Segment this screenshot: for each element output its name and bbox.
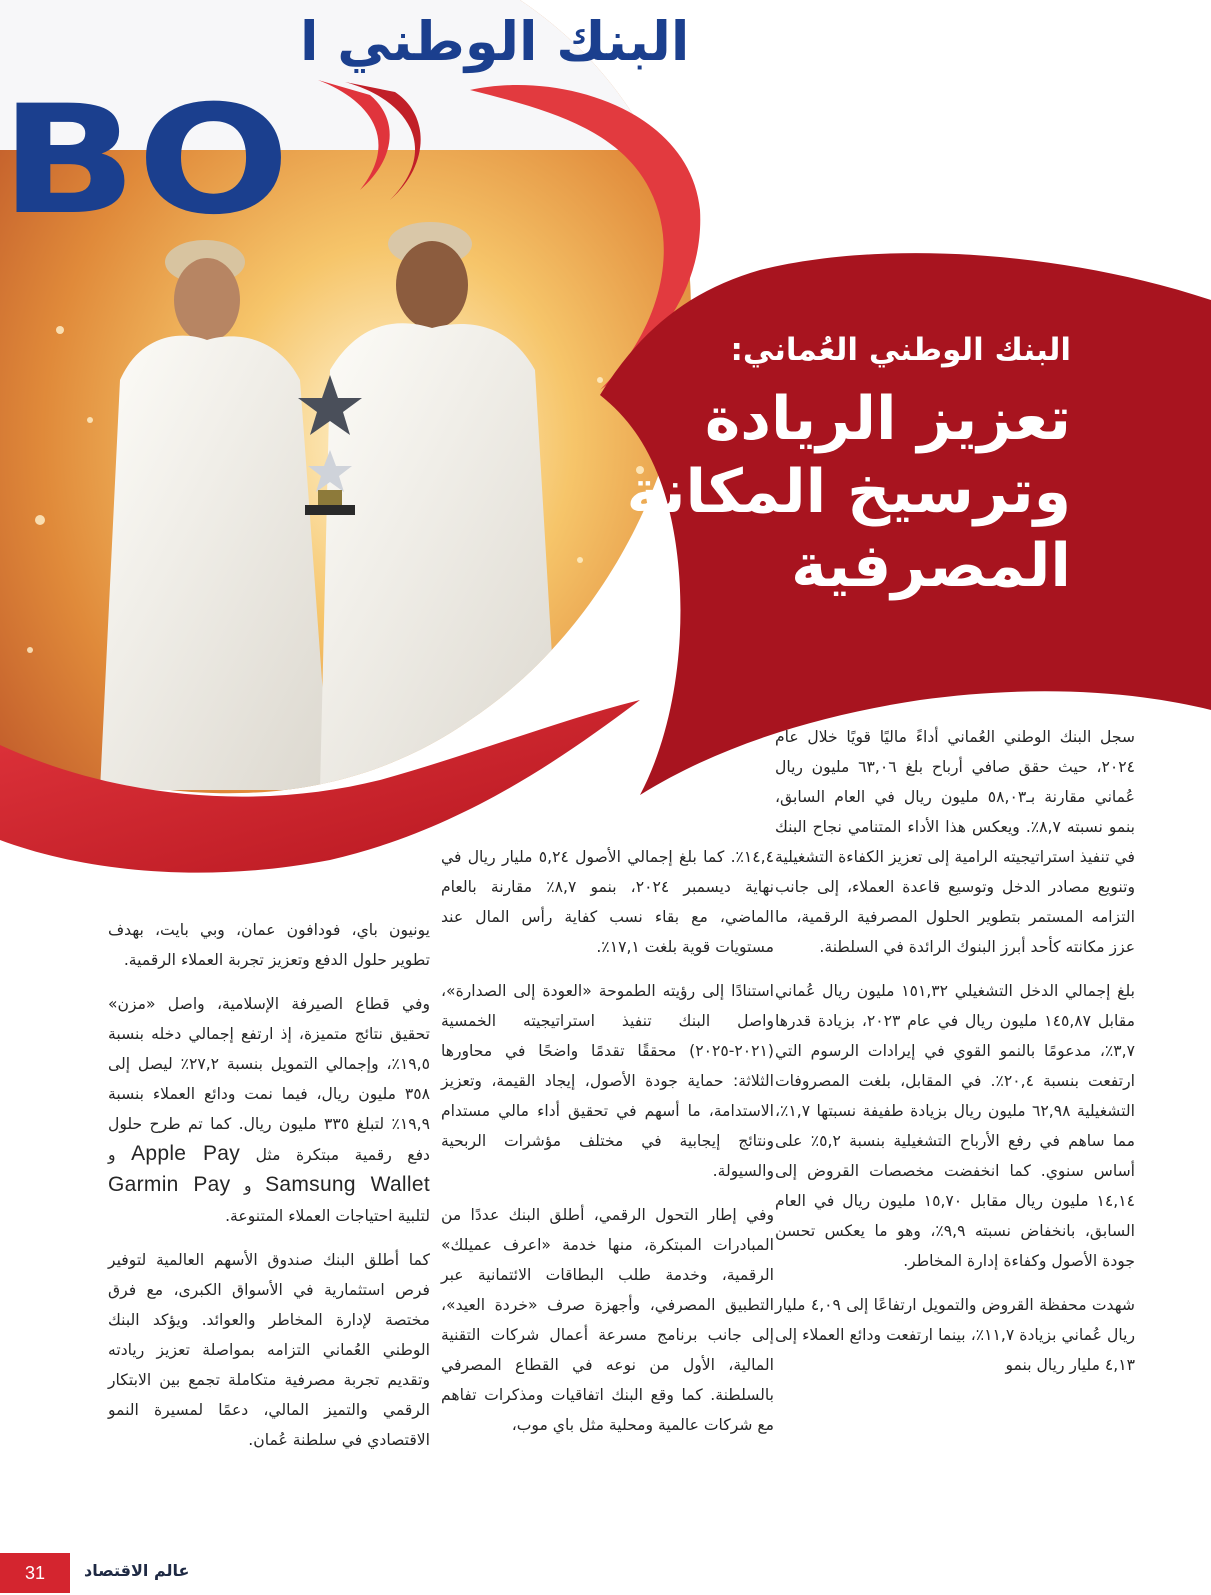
paragraph: استنادًا إلى رؤيته الطموحة «العودة إلى الصدارة»، واصل البنك تنفيذ استراتيجيته الخمسية (٢٠٢١-٢٠٢٥) محققًا تقدمًا واضحًا في محاورها الثلاثة: حماية جودة الأصول، إيجاد القيمة، وتعزيز الاستدامة، ما أسهم في تحقيق أداء مالي مستدام ونتائج إيجابية في مختلف مؤشرات الربحية والسيولة.: [441, 982, 774, 1180]
magazine-name: عالم الاقتصاد: [84, 1561, 190, 1580]
headline-line-1: تعزيز الريادة: [704, 384, 1071, 455]
article-column-middle: [441, 842, 774, 1454]
paragraph: بلغ إجمالي الدخل التشغيلي ١٥١,٣٢ مليون ريال عُماني مقابل ١٤٥,٨٧ مليون ريال في عام ٢٠٢٣، بزيادة قدرها ٣,٧٪، مدعومًا بالنمو القوي في إيرادات الرسوم التي ارتفعت بنسبة ٢٠,٤٪. في المقابل، بلغت المصروفات التشغيلية ٦٢,٩٨ مليون ريال بزيادة طفيفة نسبتها ١,٧٪، مما ساهم في رفع الأرباح التشغيلية بنسبة ٥,٢٪ على أساس سنوي. كما انخفضت مخصصات القروض إلى ١٤,١٤ مليون ريال مقابل ١٥,٧٠ مليون ريال في العام السابق، بانخفاض نسبته ٩,٩٪، وهو ما يعكس تحسن جودة الأصول وكفاءة إدارة المخاطر.: [775, 982, 1135, 1270]
conjunction: و: [108, 1146, 116, 1164]
bank-logo-arabic: البنك الوطني ا: [300, 10, 690, 73]
paragraph: يونيون باي، فودافون عمان، وبي بايت، بهدف تطوير حلول الدفع وتعزيز تجربة العملاء الرقمية.: [108, 921, 430, 969]
article-column-right: [775, 722, 1135, 1394]
garmin-pay-term: Garmin Pay: [108, 1173, 231, 1196]
apple-pay-term: Apple Pay: [131, 1142, 241, 1165]
article-kicker: البنك الوطني العُماني:: [730, 332, 1071, 368]
paragraph: وفي إطار التحول الرقمي، أطلق البنك عددًا من المبادرات المبتكرة، منها خدمة «اعرف عميلك» الرقمية، وخدمة طلب البطاقات الائتمانية عبر التطبيق المصرفي، وأجهزة صرف «خردة العيد»، إلى جانب برنامج مسرعة أعمال شركات التقنية المالية، الأول من نوعه في القطاع المصرفي بالسلطنة. كما وقع البنك اتفاقيات ومذكرات تفاهم مع شركات عالمية ومحلية مثل باي موب،: [441, 1206, 774, 1434]
bank-logo-latin: BO: [0, 74, 290, 248]
headline-line-3: المصرفية: [791, 530, 1071, 601]
article-title-block: [551, 332, 1071, 603]
paragraph: كما أطلق البنك صندوق الأسهم العالمية لتوفير فرص استثمارية في الأسواق الكبرى، مع فرق مختصة لإدارة المخاطر والعوائد. ويؤكد البنك الوطني العُماني التزامه بمواصلة تعزيز ريادته وتقديم تجربة مصرفية متكاملة تجمع بين الابتكار الرقمي والتميز المالي، دعمًا لمسيرة النمو الاقتصادي في سلطنة عُمان.: [108, 1251, 430, 1449]
paragraph: سجل البنك الوطني العُماني أداءً ماليًا قويًا خلال عام ٢٠٢٤، حيث حقق صافي أرباح بلغ ٦٣,٠٦ مليون ريال عُماني مقارنة بـ٥٨,٠٣ مليون ريال في العام السابق، بنمو نسبته ٨,٧٪. ويعكس هذا الأداء المتنامي نجاح البنك في تنفيذ استراتيجيته الرامية إلى تعزيز الكفاءة التشغيلية وتنويع مصادر الدخل وتوسيع قاعدة العملاء، إلى جانب التزامه المستمر بتطوير الحلول المصرفية الرقمية، ما عزز مكانته كأحد أبرز البنوك الرائدة في السلطنة.: [775, 728, 1135, 956]
paragraph: شهدت محفظة القروض والتمويل ارتفاعًا إلى ٤,٠٩ مليار ريال عُماني بزيادة ١١,٧٪، بينما ارتفعت ودائع العملاء إلى ٤,١٣ مليار ريال بنمو: [775, 1296, 1135, 1374]
paragraph: ١٤,٤٪. كما بلغ إجمالي الأصول ٥,٢٤ مليار ريال في نهاية ديسمبر ٢٠٢٤، بنمو ٨,٧٪ مقارنة بالعام الماضي، مع بقاء نسب كفاية رأس المال عند مستويات قوية بلغت ١٧,١٪.: [441, 848, 774, 956]
conjunction: و: [244, 1177, 252, 1195]
page-footer: [0, 1551, 1211, 1595]
paragraph-payments: [108, 989, 430, 1231]
page-number: 31: [0, 1553, 70, 1593]
paragraph-text: لتلبية احتياجات العملاء المتنوعة.: [225, 1207, 430, 1225]
headline-line-2: وترسيخ المكانة: [626, 457, 1071, 528]
article-headline: [551, 383, 1071, 603]
paragraph-text: وفي قطاع الصيرفة الإسلامية، واصل «مزن» تحقيق نتائج متميزة، إذ ارتفع إجمالي دخله بنسبة ١٩,٥٪، وإجمالي التمويل بنسبة ٢٧,٢٪ ليصل إلى ٣٥٨ مليون ريال، فيما نمت ودائع العملاء بنسبة ١٩,٩٪ لتبلغ ٣٣٥ مليون ريال. كما تم طرح حلول دفع رقمية مبتكرة مثل: [108, 995, 430, 1164]
article-column-left: [108, 915, 430, 1469]
samsung-wallet-term: Samsung Wallet: [265, 1173, 430, 1196]
